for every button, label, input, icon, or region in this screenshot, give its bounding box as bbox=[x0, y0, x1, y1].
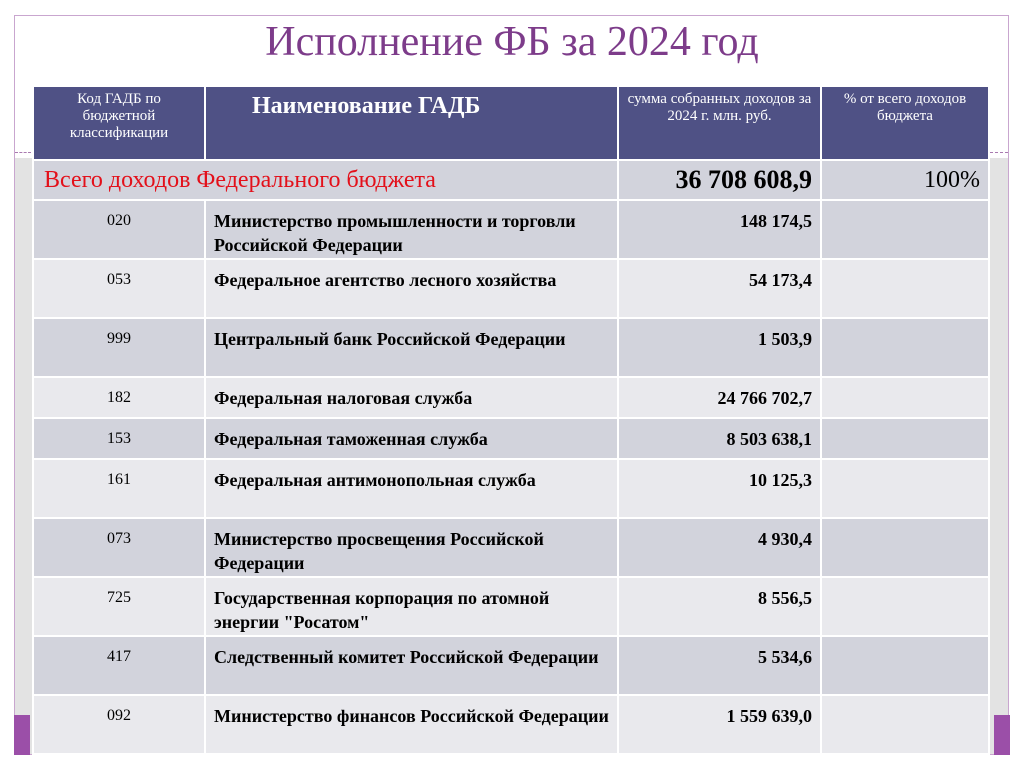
row-name: Федеральная таможенная служба bbox=[205, 418, 618, 459]
table-row bbox=[33, 577, 989, 636]
table-row bbox=[33, 459, 989, 518]
row-percent bbox=[821, 200, 989, 259]
row-name: Федеральная налоговая служба bbox=[205, 377, 618, 418]
row-amount: 1 559 639,0 bbox=[618, 695, 821, 754]
row-percent bbox=[821, 518, 989, 577]
row-percent bbox=[821, 418, 989, 459]
row-code: 182 bbox=[33, 377, 205, 418]
header-name: Наименование ГАДБ bbox=[205, 86, 618, 160]
row-amount: 4 930,4 bbox=[618, 518, 821, 577]
row-code: 417 bbox=[33, 636, 205, 695]
revenue-table bbox=[32, 85, 990, 755]
row-amount: 8 503 638,1 bbox=[618, 418, 821, 459]
accent-bar bbox=[994, 715, 1010, 755]
row-name: Министерство промышленности и торговли Российской Федерации bbox=[205, 200, 618, 259]
row-percent bbox=[821, 636, 989, 695]
row-name: Министерство просвещения Российской Федерации bbox=[205, 518, 618, 577]
slide-title: Исполнение ФБ за 2024 год bbox=[265, 19, 759, 65]
row-code: 725 bbox=[33, 577, 205, 636]
row-amount: 8 556,5 bbox=[618, 577, 821, 636]
row-code: 161 bbox=[33, 459, 205, 518]
table-row bbox=[33, 418, 989, 459]
table-row bbox=[33, 377, 989, 418]
total-row bbox=[33, 160, 989, 200]
row-code: 153 bbox=[33, 418, 205, 459]
row-percent bbox=[821, 259, 989, 318]
row-code: 092 bbox=[33, 695, 205, 754]
row-amount: 10 125,3 bbox=[618, 459, 821, 518]
row-name: Следственный комитет Российской Федерации bbox=[205, 636, 618, 695]
row-amount: 148 174,5 bbox=[618, 200, 821, 259]
row-name: Федеральная антимонопольная служба bbox=[205, 459, 618, 518]
total-label: Всего доходов Федерального бюджета bbox=[33, 160, 618, 200]
row-code: 020 bbox=[33, 200, 205, 259]
row-name: Федеральное агентство лесного хозяйства bbox=[205, 259, 618, 318]
header-amount: сумма собранных доходов за 2024 г. млн. руб. bbox=[618, 86, 821, 160]
row-amount: 5 534,6 bbox=[618, 636, 821, 695]
header-code: Код ГАДБ по бюджетной классификации bbox=[33, 86, 205, 160]
table-row bbox=[33, 695, 989, 754]
table-row bbox=[33, 200, 989, 259]
divider-line bbox=[990, 152, 1008, 153]
row-amount: 1 503,9 bbox=[618, 318, 821, 377]
table-row bbox=[33, 259, 989, 318]
row-name: Государственная корпорация по атомной энергии "Росатом" bbox=[205, 577, 618, 636]
row-amount: 24 766 702,7 bbox=[618, 377, 821, 418]
row-name: Министерство финансов Российской Федерации bbox=[205, 695, 618, 754]
row-code: 053 bbox=[33, 259, 205, 318]
divider-line bbox=[15, 152, 31, 153]
row-code: 999 bbox=[33, 318, 205, 377]
row-percent bbox=[821, 695, 989, 754]
row-percent bbox=[821, 577, 989, 636]
header-percent: % от всего доходов бюджета bbox=[821, 86, 989, 160]
row-amount: 54 173,4 bbox=[618, 259, 821, 318]
table-row bbox=[33, 518, 989, 577]
row-percent bbox=[821, 377, 989, 418]
row-percent bbox=[821, 318, 989, 377]
table-row bbox=[33, 636, 989, 695]
total-percent: 100% bbox=[821, 160, 989, 200]
total-amount: 36 708 608,9 bbox=[618, 160, 821, 200]
accent-bar bbox=[14, 715, 30, 755]
table-row bbox=[33, 318, 989, 377]
row-percent bbox=[821, 459, 989, 518]
row-name: Центральный банк Российской Федерации bbox=[205, 318, 618, 377]
row-code: 073 bbox=[33, 518, 205, 577]
